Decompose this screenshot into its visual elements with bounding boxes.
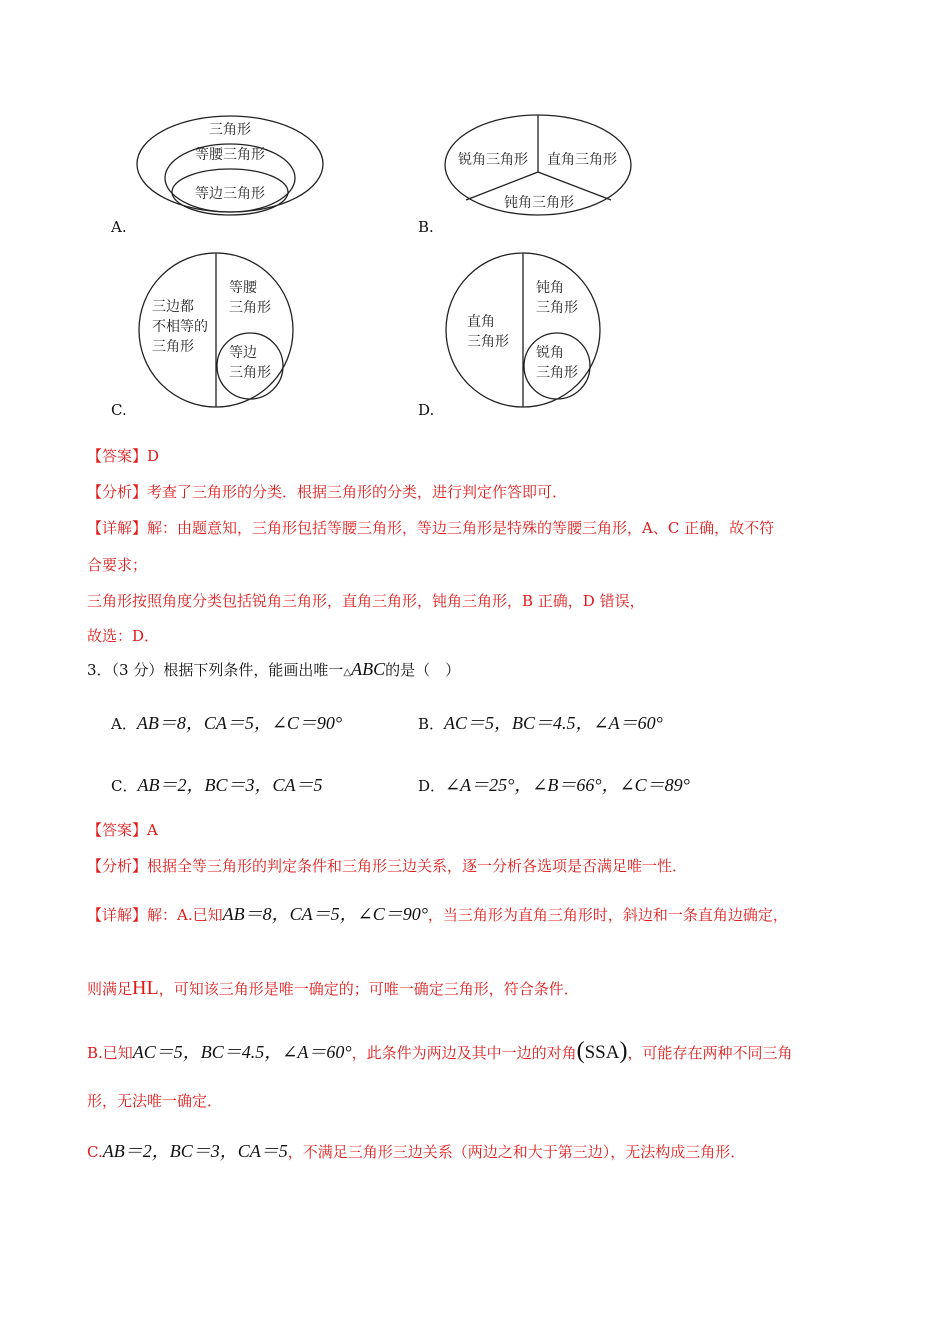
q3-detail-b-suffix: ，可能存在两种不同三角 [627, 1044, 793, 1062]
q3-option-a-math: AB＝8，CA＝5，∠C＝90° [136, 713, 343, 733]
q3-answer-tag: 【答案】 [87, 821, 148, 839]
fig-d-left-line-1: 直角 [467, 314, 495, 330]
q3-abc: ABC [351, 659, 386, 679]
q3-answer [87, 819, 158, 840]
q3-option-b-math: AC＝5，BC＝4.5，∠A＝60° [444, 713, 663, 733]
q3-score: （3 分） [111, 661, 164, 679]
fig-c-right-line-1: 等腰 [229, 280, 257, 296]
q3-detail-a2 [87, 977, 579, 1000]
q3-detail-c [87, 1137, 745, 1163]
q3-detail-a2-prefix: 则满足 [87, 980, 133, 998]
fig-a-option: A. [111, 218, 127, 236]
q2-detail-line-3: 三角形按照角度分类包括锐角三角形，直角三角形，钝角三角形，B 正确，D 错误， [87, 592, 645, 610]
fig-c-small-line-1: 等边 [229, 345, 257, 361]
figure-c-diagram [136, 250, 300, 414]
q3-detail-a-prefix: 解：A.已知 [147, 906, 223, 924]
q2-answer [87, 445, 159, 466]
q3-analysis [87, 855, 687, 876]
fig-d-option: D. [418, 401, 435, 419]
q3-detail-a-math: AB＝8，CA＝5，∠C＝90° [222, 904, 428, 924]
fig-c-right-line-2: 三角形 [229, 300, 271, 316]
fig-b-bottom-label: 钝角三角形 [504, 195, 574, 211]
q3-detail-c-math: AB＝2，BC＝3，CA＝5 [102, 1141, 288, 1161]
q3-detail-a-suffix: ，当三角形为直角三角形时，斜边和一条直角边确定， [427, 906, 788, 924]
triangle-symbol: △ [343, 667, 352, 678]
q3-number: 3． [87, 661, 112, 679]
fig-b-left-label: 锐角三角形 [458, 152, 528, 168]
fig-b-right-label: 直角三角形 [547, 152, 617, 168]
q3-detail-hl: HL [132, 977, 159, 999]
q3-detail-ssa-text: SSA [584, 1042, 620, 1063]
q3-detail-ssa: (SSA) [576, 1038, 628, 1064]
q3-stem-end: 的是（ ） [385, 661, 461, 679]
q3-detail-b2: 形，无法唯一确定． [87, 1092, 223, 1110]
q3-detail-c-prefix: C. [87, 1143, 103, 1161]
fig-a-middle-label: 等腰三角形 [195, 147, 265, 163]
q3-option-c [111, 771, 322, 797]
q3-option-c-math: AB＝2，BC＝3，CA＝5 [137, 775, 323, 795]
q2-answer-tag: 【答案】 [87, 447, 148, 465]
q3-detail-a2-suffix: ，可知该三角形是唯一确定的；可唯一确定三角形，符合条件． [158, 980, 579, 998]
q3-analysis-tag: 【分析】 [87, 857, 148, 875]
q3-option-d [418, 771, 690, 797]
q2-detail-line-2: 合要求； [87, 556, 148, 574]
figure-d-diagram [443, 250, 607, 414]
fig-c-left-line-2: 不相等的 [152, 319, 208, 335]
figure-b-diagram [440, 112, 638, 218]
fig-c-small-line-2: 三角形 [229, 365, 271, 381]
fig-d-small-line-1: 锐角 [536, 345, 564, 361]
fig-c-option: C. [111, 401, 127, 419]
q3-option-c-label: C． [111, 777, 138, 795]
fig-d-right-line-1: 钝角 [536, 280, 564, 296]
q3-detail-b [87, 1038, 792, 1065]
q3-detail-a [87, 900, 788, 926]
fig-b-option: B. [418, 218, 434, 236]
q3-option-a [111, 709, 342, 735]
fig-d-right-line-2: 三角形 [536, 300, 578, 316]
q3-option-a-label: A． [111, 715, 137, 733]
fig-a-outer-label: 三角形 [209, 122, 251, 138]
q3-detail-tag: 【详解】 [87, 906, 148, 924]
q2-detail-line-1 [87, 517, 774, 538]
q3-option-d-label: D． [418, 777, 446, 795]
q3-option-b-label: B． [418, 715, 445, 733]
q2-detail-line-4: 故选：D． [87, 627, 160, 645]
fig-c-left-line-3: 三角形 [152, 339, 194, 355]
q3-option-b [418, 709, 663, 735]
fig-d-left-line-2: 三角形 [467, 334, 509, 350]
fig-d-small-line-2: 三角形 [536, 365, 578, 381]
q3-analysis-text: 根据全等三角形的判定条件和三角形三边关系，逐一分析各选项是否满足唯一性． [147, 857, 688, 875]
q2-analysis [87, 481, 567, 502]
q3-detail-b-math: AC＝5，BC＝4.5，∠A＝60° [132, 1042, 352, 1062]
q3-detail-b-mid: ，此条件为两边及其中一边的对角 [351, 1044, 577, 1062]
q3-option-d-math: ∠A＝25°，∠B＝66°，∠C＝89° [445, 775, 690, 795]
q2-detail-text-1: 解：由题意知，三角形包括等腰三角形，等边三角形是特殊的等腰三角形，A、C 正确，故不符 [147, 519, 775, 537]
q2-answer-value: D [147, 447, 160, 465]
q3-stem [87, 659, 460, 680]
fig-c-left-line-1: 三边都 [152, 299, 194, 315]
q3-detail-b-prefix: B.已知 [87, 1044, 133, 1062]
figure-a-diagram [130, 112, 335, 218]
q3-stem-text: 根据下列条件，能画出唯一 [163, 661, 344, 679]
q2-detail-tag: 【详解】 [87, 519, 148, 537]
q2-analysis-tag: 【分析】 [87, 483, 148, 501]
q2-analysis-text: 考查了三角形的分类．根据三角形的分类，进行判定作答即可． [147, 483, 568, 501]
q3-detail-c-suffix: ，不满足三角形三边关系（两边之和大于第三边），无法构成三角形． [287, 1143, 746, 1161]
q3-answer-value: A [147, 821, 158, 839]
fig-a-inner-label: 等边三角形 [195, 186, 265, 202]
